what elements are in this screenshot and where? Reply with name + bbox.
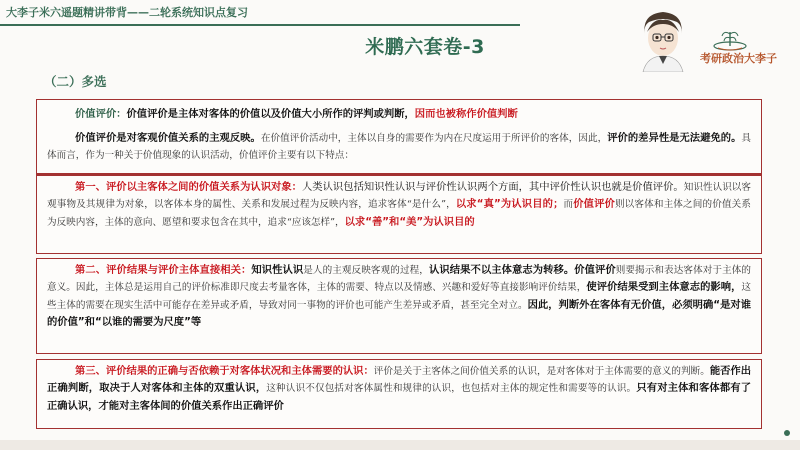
brand-logo <box>700 26 795 72</box>
point-1-paragraph <box>47 179 751 231</box>
point-1-emphasis-1: 以求“真”为认识目的； <box>455 198 564 211</box>
corner-decoration <box>784 430 790 436</box>
intro-box <box>36 99 762 174</box>
intro-bold-2: 评价的差异性是无法避免的。 <box>607 132 742 144</box>
header-divider <box>0 24 520 26</box>
point-1-text-4: 则以客体和主体之间的价值关系为反映内容，主体的意向、愿望和要求包含在其中，追求“应该怎样”， <box>47 199 751 228</box>
point-3-box <box>36 359 762 429</box>
intro-emphasis: 因而也被称作价值判断 <box>414 108 518 120</box>
point-2-bold-3: 使评价结果受到主体意志的影响， <box>586 281 742 294</box>
point-2-heading: 第二、评价结果与评价主体直接相关： <box>75 264 252 276</box>
point-3-text-1: 评价是关于主客体之间价值关系的认识，是对客体对于主体需要的意义的判断。 <box>373 366 710 377</box>
point-1-emphasis-2: 价值评价 <box>573 198 615 211</box>
point-2-bold-4: 因此，判断外在客体有无价值，必须明确“是对谁的价值”和“以谁的需要为尺度”等 <box>47 298 751 329</box>
point-1-text-1: 人类认识包括知识性认识与评价性认识两个方面，其中评价性认识也就是价值评价。 <box>301 181 684 193</box>
point-2-text-3: 这些主体的需要在现实生活中可能存在差异或矛盾，导致对同一事物的评价也可能产生差异或矛盾，甚至完全对立。 <box>47 282 752 311</box>
point-2-text-1: 是人的主观反映客观的过程， <box>303 265 429 276</box>
intro-text-1: 在价值评价活动中，主体以自身的需要作为内在尺度运用于所评价的客体，因此， <box>260 133 608 144</box>
point-2-text-2: 则要揭示和表达客体对于主体的意义。因此，主体总是运用自己的评价标准即尺度去考量客体，主体的需要、特点以及情感、兴趣和爱好等直接影响评价结果， <box>47 265 752 294</box>
point-1-text-3: 而 <box>563 199 574 211</box>
course-title: 大李子米六遥题精讲带背——二轮系统知识点复习 <box>6 6 248 19</box>
point-3-paragraph <box>47 363 751 415</box>
intro-bold-1: 价值评价是对客观价值关系的主观反映。 <box>75 132 261 144</box>
point-3-bold-1: 能否作出正确判断，取决于人对客体和主体的双重认识， <box>47 365 752 395</box>
point-3-text-2: 这种认识不仅包括对客体属性和规律的认识，也包括对主体的规定性和需要等的认识。 <box>266 383 637 395</box>
intro-paragraph-1 <box>47 106 751 123</box>
page-title: 米鹏六套卷-3 <box>365 36 485 58</box>
avatar-illustration <box>633 6 693 72</box>
point-1-heading: 第一、评价以主客体之间的价值关系为认识对象： <box>75 181 302 193</box>
intro-paragraph-2 <box>47 130 751 165</box>
point-1-emphasis-3: 以求“善”和“美”为认识目的 <box>344 215 475 228</box>
intro-definition: 价值评价是主体对客体的价值以及价值大小所作的评判或判断， <box>126 108 415 120</box>
point-2-bold-2: 认识结果不以主体意志为转移。价值评价 <box>428 264 616 276</box>
logo-text: 考研政治大李子 <box>700 52 777 65</box>
section-label: （二）多选 <box>44 74 107 89</box>
point-2-paragraph <box>47 262 751 332</box>
intro-text-2: 具体而言，作为一种关于价值现象的认识活动，价值评价主要有以下特点： <box>47 133 752 162</box>
point-3-bold-2: 只有对主体和客体都有了正确认识，才能对主客体间的价值关系作出正确评价 <box>47 382 752 412</box>
point-1-box <box>36 174 762 254</box>
point-2-bold-1: 知识性认识 <box>251 264 304 276</box>
intro-lead: 价值评价： <box>75 108 127 120</box>
point-2-box <box>36 258 762 354</box>
bottom-edge <box>0 440 800 450</box>
logo-emblem-icon <box>700 26 795 52</box>
point-1-text-2: 知识性认识以客观事物及其规律为对象，以客体本身的属性、关系和发展过程为反映内容，追求客体“是什么”， <box>47 182 752 211</box>
point-3-heading: 第三、评价结果的正确与否依赖于对客体状况和主体需要的认识： <box>75 365 374 377</box>
